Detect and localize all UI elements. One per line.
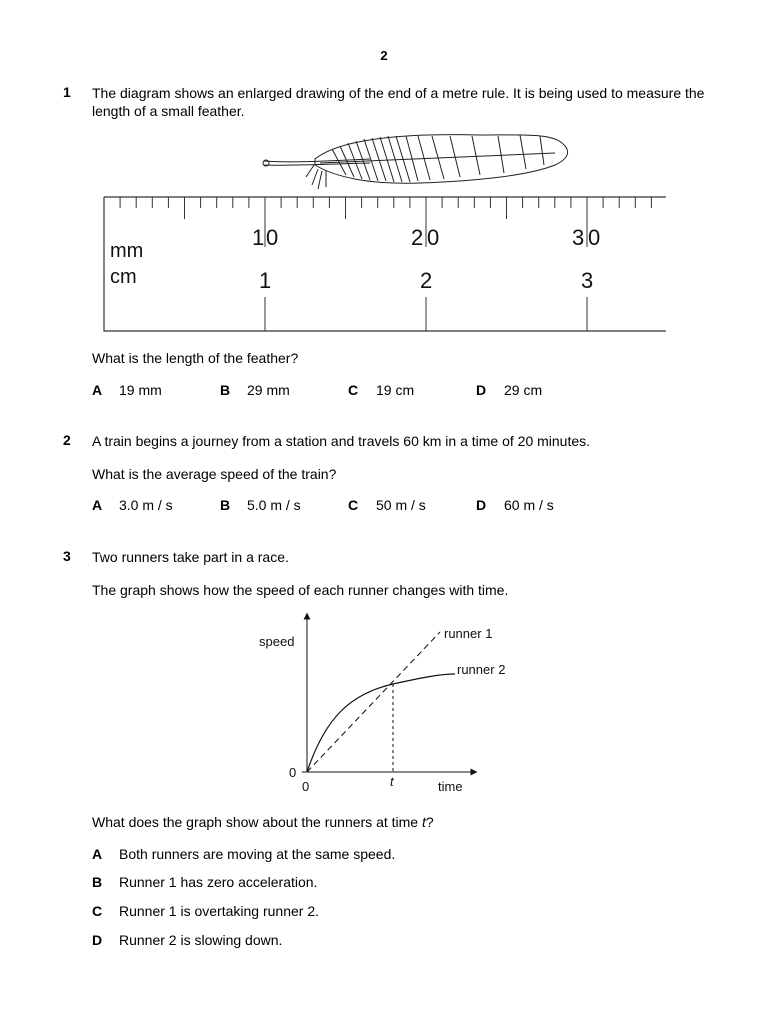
option-letter: C [92,903,103,919]
question-2-number: 2 [63,432,71,448]
q2-option-d[interactable] [476,497,486,513]
question-3-prompt [92,813,434,831]
page-number: 2 [380,48,388,63]
ruler [104,197,666,331]
y-axis-label: speed [259,634,295,649]
runner-1-line [307,632,440,772]
option-letter: A [92,382,103,398]
unit-label-cm: cm [110,266,137,288]
t-label: t [390,774,394,789]
y-origin-label: 0 [289,765,297,780]
option-letter: C [348,497,359,513]
q1-option-d[interactable] [476,382,486,398]
runner-1-label: runner 1 [444,626,493,641]
feather-illustration [263,135,568,189]
question-1-text: The diagram shows an enlarged drawing of the end of a metre rule. It is being used to measure the length of a small feather. [92,85,705,119]
question-3-number: 3 [63,548,71,564]
option-letter: A [92,497,103,513]
mm-label-10-tens: 1 [252,225,265,250]
question-1-prompt: What is the length of the feather? [92,350,299,366]
q1-option-a[interactable] [92,382,102,398]
option-letter: C [348,382,359,398]
cm-label-3: 3 [581,268,594,293]
q3-option-c-text: Runner 1 is overtaking runner 2. [119,903,319,919]
q2-option-c-text: 50 m / s [376,497,426,513]
question-2-prompt: What is the average speed of the train? [92,466,337,482]
question-2-text: A train begins a journey from a station and travels 60 km in a time of 20 minutes. [92,433,591,449]
runner-2-curve [307,674,455,772]
option-letter: B [92,874,103,890]
q2-option-d-text: 60 m / s [504,497,554,513]
option-letter: D [476,497,487,513]
mm-label-30-units: 0 [588,225,601,250]
q2-option-c[interactable] [348,497,358,513]
q1-option-a-text: 19 mm [119,382,162,398]
question-3-prompt-post: ? [425,814,434,830]
option-letter: D [92,932,103,948]
unit-label-mm: mm [110,240,144,262]
x-origin-label: 0 [302,779,310,794]
q2-option-b[interactable] [220,497,230,513]
mm-label-30-tens: 3 [572,225,585,250]
mm-label-20-tens: 2 [411,225,424,250]
q3-option-c[interactable] [92,903,102,919]
q3-option-a-text: Both runners are moving at the same speed. [119,846,396,862]
runner-2-label: runner 2 [457,662,506,677]
option-letter: A [92,846,103,862]
question-3-prompt-pre: What does the graph show about the runners at time [92,814,422,830]
q1-option-c[interactable] [348,382,358,398]
cm-label-1: 1 [259,268,272,293]
q1-option-d-text: 29 cm [504,382,543,398]
x-axis-label: time [438,779,463,794]
question-3-text-2: The graph shows how the speed of each runner changes with time. [92,582,509,598]
question-3-prompt-var: t [421,814,426,830]
cm-label-2: 2 [420,268,433,293]
mm-label-20-units: 0 [427,225,440,250]
q3-option-b-text: Runner 1 has zero acceleration. [119,874,318,890]
q3-option-d[interactable] [92,932,102,948]
q2-option-b-text: 5.0 m / s [247,497,301,513]
ruler-diagram [100,125,668,337]
q1-option-c-text: 19 cm [376,382,415,398]
q3-option-a[interactable] [92,846,102,862]
q3-option-d-text: Runner 2 is slowing down. [119,932,283,948]
mm-label-10-units: 0 [266,225,279,250]
q1-option-b-text: 29 mm [247,382,290,398]
q1-option-b[interactable] [220,382,230,398]
speed-time-graph [250,608,520,800]
question-1-number: 1 [63,84,71,100]
option-letter: B [220,382,231,398]
option-letter: D [476,382,487,398]
option-letter: B [220,497,231,513]
question-3-text: Two runners take part in a race. [92,549,289,565]
q2-option-a-text: 3.0 m / s [119,497,173,513]
q2-option-a[interactable] [92,497,102,513]
q3-option-b[interactable] [92,874,102,890]
